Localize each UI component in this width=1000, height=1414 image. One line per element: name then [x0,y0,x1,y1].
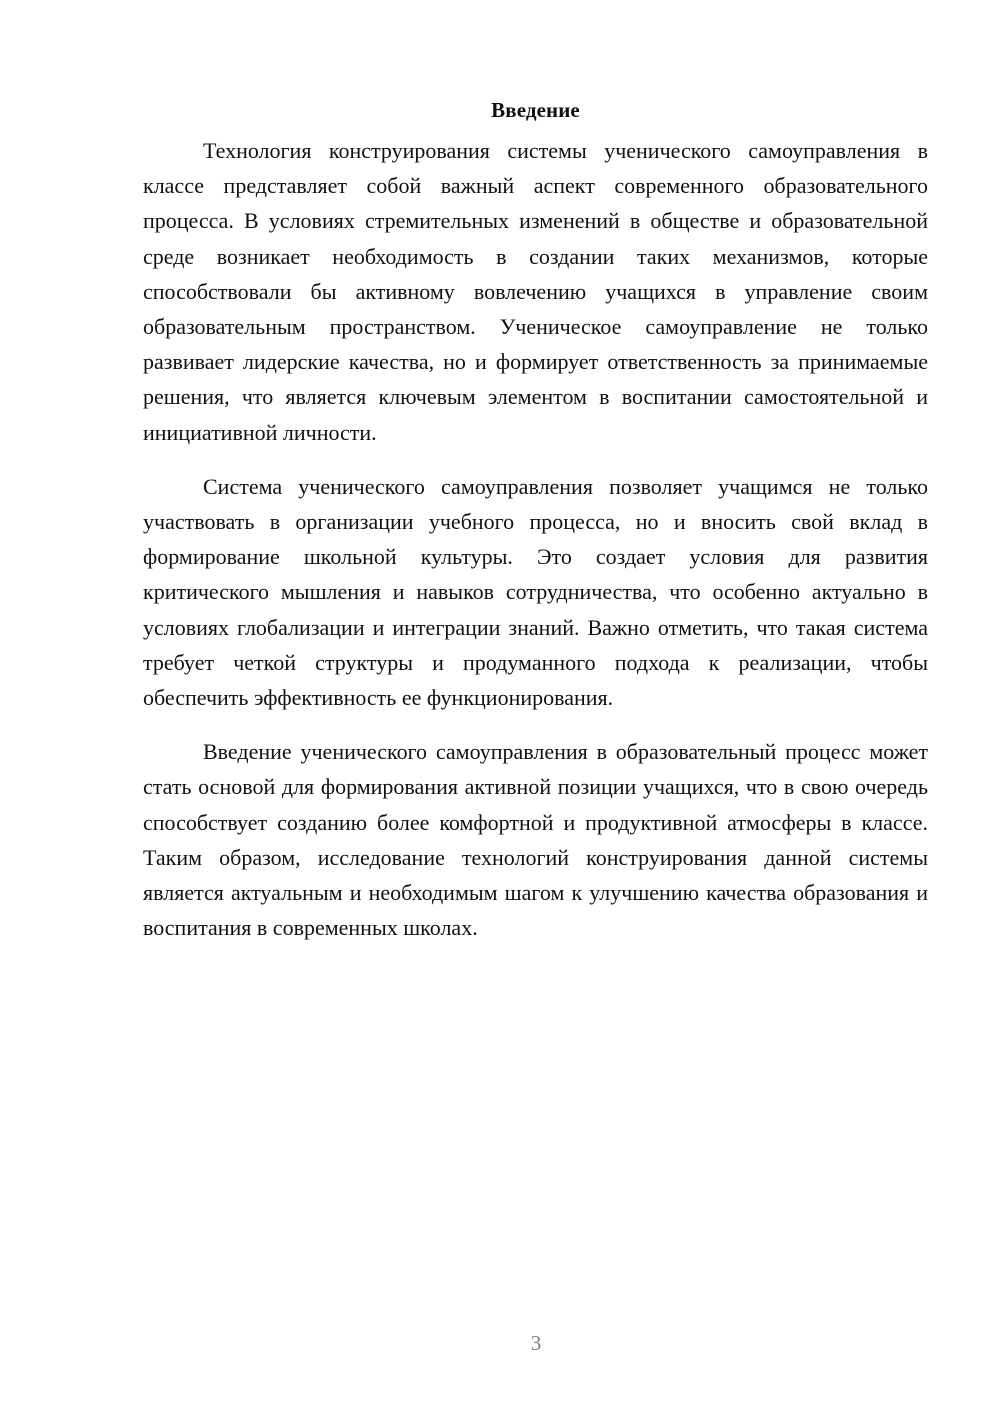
section-title: Введение [491,98,580,122]
paragraph-1: Технология конструирования системы ученического самоуправления в классе представляет собой важный аспект современного образовательного процесса. В условиях стремительных изменений в обществе и образовательной среде возникает необходимость в создании таких механизмов, которые способствовали бы активному вовлечению учащихся в управление своим образовательным пространством. Ученическое самоуправление не только развивает лидерские качества, но и формирует ответственность за принимаемые решения, что является ключевым элементом в воспитании самостоятельной и инициативной личности. [143,138,928,445]
page-number: 3 [530,1331,542,1355]
paragraph-3: Введение ученического самоуправления в образовательный процесс может стать основой для формирования активной позиции учащихся, что в свою очередь способствует созданию более комфортной и продуктивной атмосферы в классе. Таким образом, исследование технологий конструирования данной системы является актуальным и необходимым шагом к улучшению качества образования и воспитания в современных школах. [143,739,928,941]
page-content [143,92,928,964]
paragraph-2: Система ученического самоуправления позволяет учащимся не только участвовать в организации учебного процесса, но и вносить свой вклад в формирование школьной культуры. Это создает условия для развития критического мышления и навыков сотрудничества, что особенно актуально в условиях глобализации и интеграции знаний. Важно отметить, что такая система требует четкой структуры и продуманного подхода к реализации, чтобы обеспечить эффективность ее функционирования. [143,473,928,711]
